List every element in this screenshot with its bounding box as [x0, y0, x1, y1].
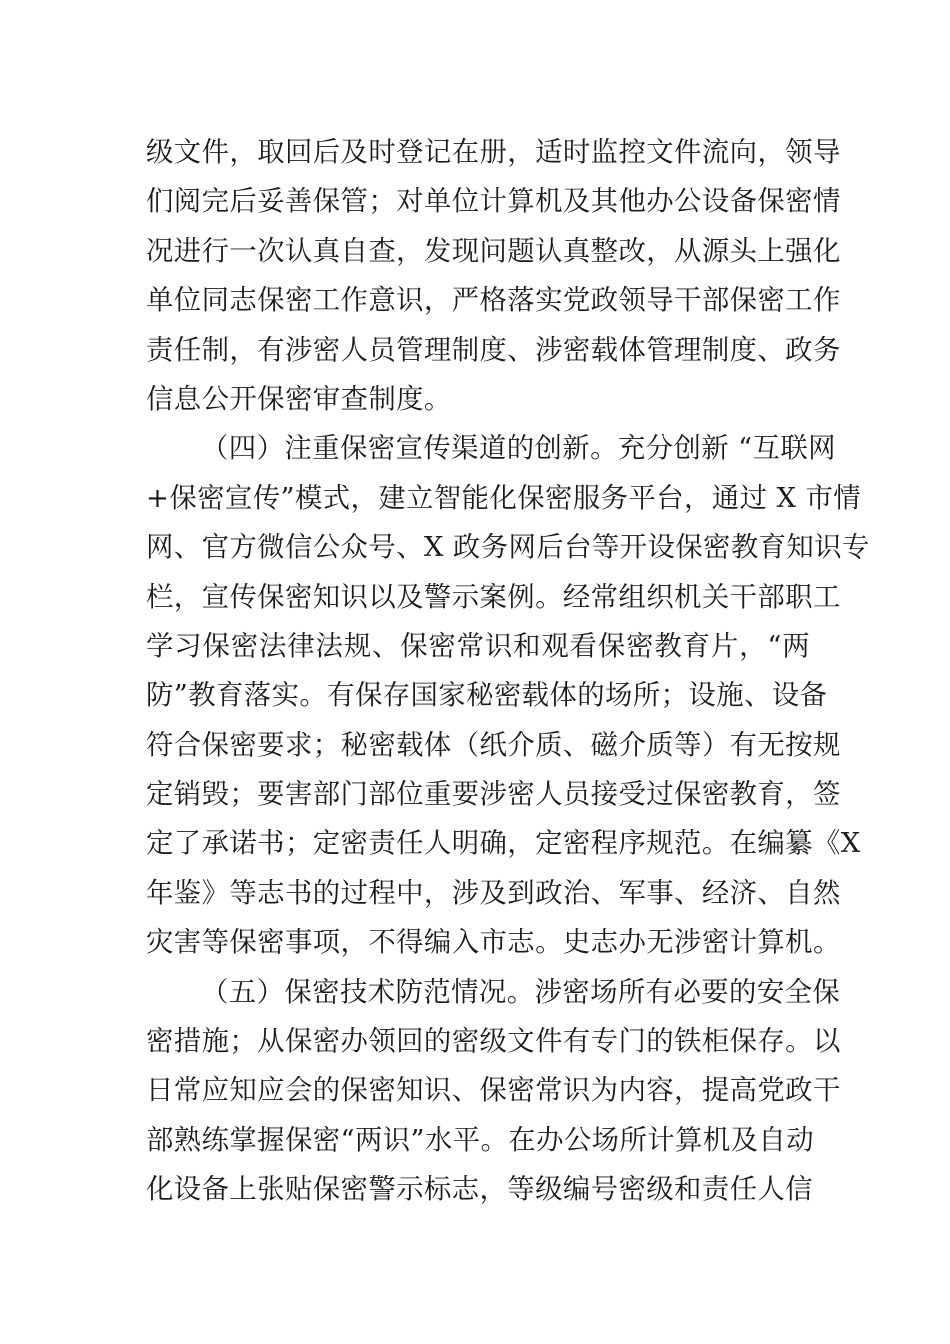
- paragraph-line: 密措施；从保密办领回的密级文件有专门的铁柜保存。以: [146, 1026, 841, 1058]
- paragraph-line: 定销毁；要害部门部位重要涉密人员接受过保密教育，签: [146, 779, 841, 811]
- paragraph-line: 符合保密要求；秘密载体（纸介质、磁介质等）有无按规: [146, 729, 841, 761]
- document-body: [146, 128, 870, 1215]
- paragraph-line: 单位同志保密工作意识，严格落实党政领导干部保密工作: [146, 285, 841, 317]
- paragraph-line: 栏，宣传保密知识以及警示案例。经常组织机关干部职工: [146, 581, 841, 613]
- paragraph-line: 化设备上张贴保密警示标志，等级编号密级和责任人信: [146, 1174, 813, 1206]
- paragraph-line: 况进行一次认真自查，发现问题认真整改，从源头上强化: [146, 235, 841, 267]
- paragraph-line: 们阅完后妥善保管；对单位计算机及其他办公设备保密情: [146, 186, 841, 218]
- paragraph-line: 级文件，取回后及时登记在册，适时监控文件流向，领导: [146, 137, 841, 168]
- section-heading-line: （四）注重保密宣传渠道的创新。充分创新 “互联网: [201, 433, 836, 465]
- paragraph-line: 年鉴》等志书的过程中，涉及到政治、军事、经济、自然: [146, 877, 841, 909]
- paragraph-line: 日常应知应会的保密知识、保密常识为内容，提高党政干: [146, 1075, 841, 1107]
- paragraph-line: 责任制，有涉密人员管理制度、涉密载体管理制度、政务: [146, 334, 841, 366]
- paragraph-line: 信息公开保密审查制度。: [146, 383, 452, 415]
- paragraph-line: 防”教育落实。有保存国家秘密载体的场所；设施、设备: [146, 680, 828, 712]
- paragraph-line: 部熟练掌握保密“两识”水平。在办公场所计算机及自动: [146, 1124, 814, 1156]
- paragraph-line: +保密宣传”模式，建立智能化保密服务平台，通过 X 市情: [146, 482, 862, 514]
- paragraph-line: 学习保密法律法规、保密常识和观看保密教育片，“两: [146, 630, 810, 662]
- paragraph-line: 定了承诺书；定密责任人明确，定密程序规范。在编纂《X: [146, 828, 861, 860]
- section-heading-line: （五）保密技术防范情况。涉密场所有必要的安全保: [201, 976, 841, 1008]
- paragraph-line: 网、官方微信公众号、X 政务网后台等开设保密教育知识专: [146, 532, 870, 564]
- paragraph-line: 灾害等保密事项，不得编入市志。史志办无涉密计算机。: [146, 927, 841, 959]
